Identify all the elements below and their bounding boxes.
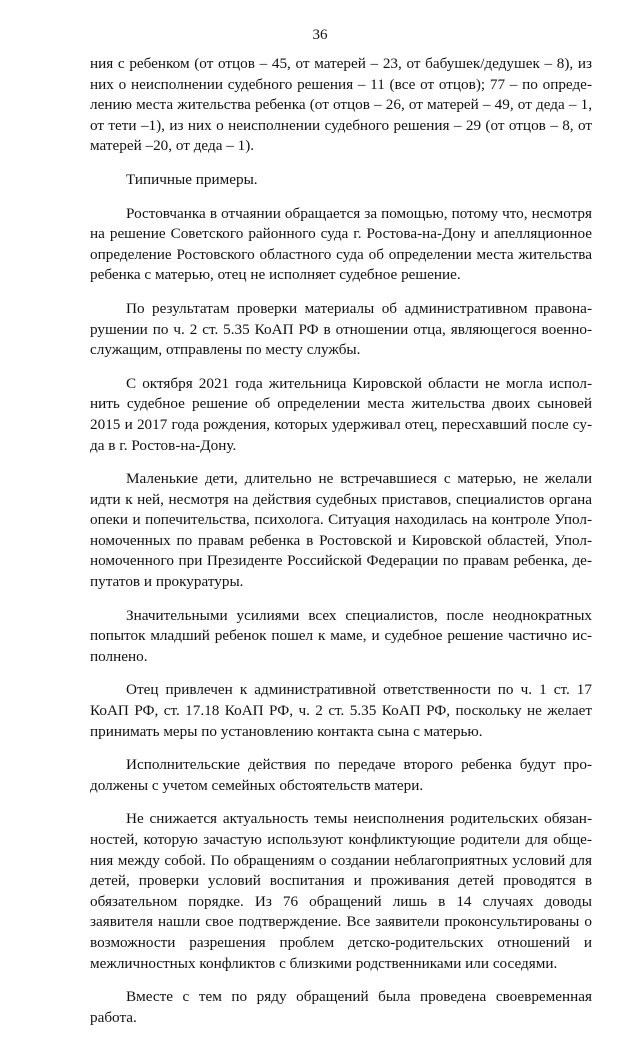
paragraph: По результатам проверки материалы об административном правонарушении по ч. 2 ст. 5.35 КоАП РФ в отношении отца, являющегося военнослужащим, отправлены по месту службы. bbox=[90, 299, 592, 359]
document-body bbox=[90, 54, 592, 1041]
paragraph: Ростовчанка в отчаянии обращается за помощью, потому что, несмотря на решение Советского районного суда г. Ростова-на-Дону и апелляционное определение Ростовского областного суда об определении места жительства ребенка с матерью, отец не исполняет судебное решение. bbox=[90, 204, 592, 284]
paragraph-continued: ния с ребенком (от отцов – 45, от матерей – 23, от бабушек/дедушек – 8), из них о неисполнении судебного решения – 11 (все от отцов); 77 – по определению места жительства ребенка (от отцов – 26, от матерей – 49, от деда – 1, от тети –1), из них о неисполнении судебного решения – 29 (от отцов – 8, от матерей –20, от деда – 1). bbox=[90, 55, 592, 155]
paragraph: Вместе с тем по ряду обращений была проведена своевременная работа. bbox=[90, 988, 592, 1026]
paragraph-typical-examples-heading: Типичные примеры. bbox=[126, 170, 258, 188]
paragraph: Маленькие дети, длительно не встречавшиеся с матерью, не желали идти к ней, несмотря на действия судебных приставов, специалистов органа опеки и попечительства, психолога. Ситуация находилась на контроле Уполномоченных по правам ребенка в Ростовской и Кировской областей, Уполномоченного при Президенте Российской Федерации по правам ребенка, депутатов и прокуратуры. bbox=[90, 470, 592, 591]
paragraph: Не снижается актуальность темы неисполнения родительских обязанностей, которую зачастую используют конфликтующие родители для общения между собой. По обращениям о создании неблагоприятных условий для детей, проверки условий воспитания и проживания детей проводятся в обязательном порядке. Из 76 обращений лишь в 14 случаях доводы заявителя нашли свое подтверждение. Все заявители проконсультированы о возможности разрешения проблем детско-родительских отношений и межличностных конфликтов с близкими родственниками или соседями. bbox=[90, 810, 592, 972]
paragraph: Значительными усилиями всех специалистов, после неоднократных попыток младший ребенок пошел к маме, и судебное решение частично исполнено. bbox=[90, 606, 592, 665]
paragraph: Отец привлечен к административной ответственности по ч. 1 ст. 17 КоАП РФ, ст. 17.18 КоАП РФ, ч. 2 ст. 5.35 КоАП РФ, поскольку не желает принимать меры по установлению контакта сына с матерью. bbox=[90, 681, 592, 740]
page-number: 36 bbox=[312, 27, 328, 43]
paragraph: Исполнительские действия по передаче второго ребенка будут продолжены с учетом семейных обстоятельств матери. bbox=[90, 756, 592, 794]
paragraph: С октября 2021 года жительница Кировской области не могла исполнить судебное решение об определении места жительства двоих сыновей 2015 и 2017 года рождения, которых удерживал отец, пересхавший после суда в г. Ростов-на-Дону. bbox=[90, 374, 592, 454]
